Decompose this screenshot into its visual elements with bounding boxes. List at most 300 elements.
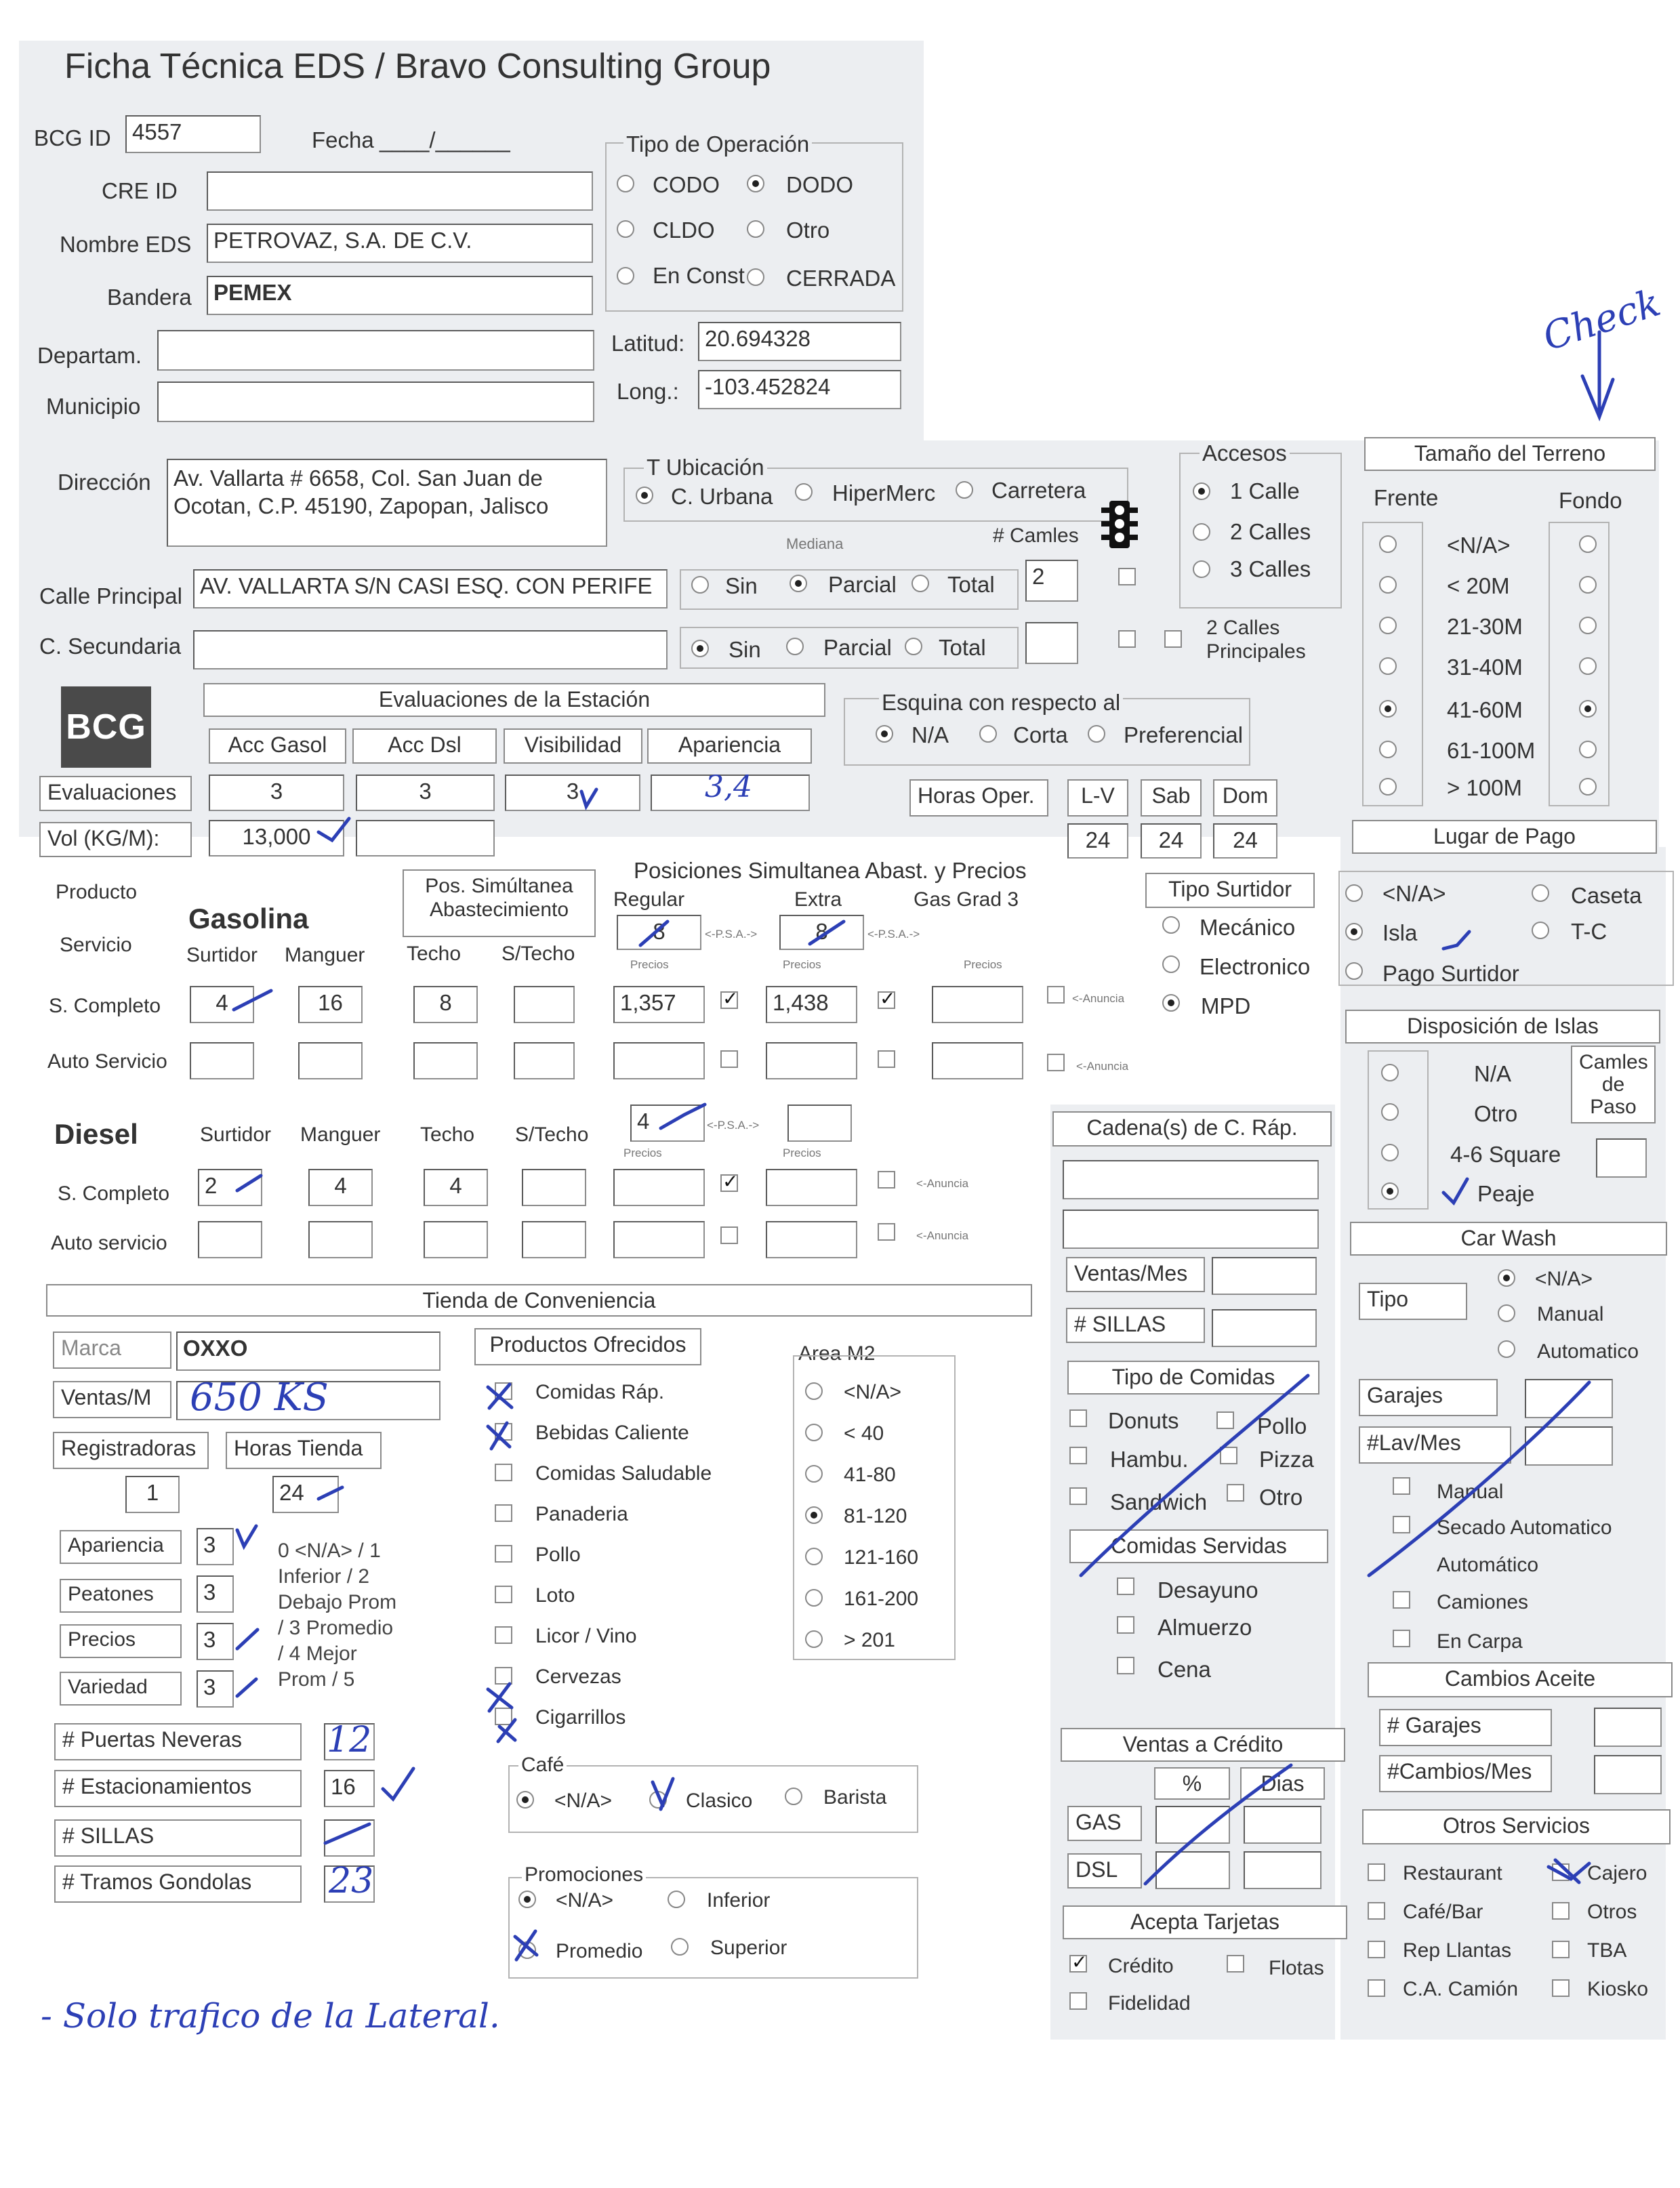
frente-radio[interactable] xyxy=(1379,741,1397,758)
longitud-label: Long.: xyxy=(617,379,679,404)
ubic-urbana-radio[interactable] xyxy=(636,487,653,504)
cafe-na-radio[interactable] xyxy=(516,1791,534,1809)
cre-id-label: CRE ID xyxy=(102,178,178,203)
cw-na-radio[interactable] xyxy=(1498,1269,1515,1287)
otro-servicio-label: Kiosko xyxy=(1587,1978,1649,2000)
comida-pizza-label: Pizza xyxy=(1259,1447,1314,1472)
accesos-title: Accesos xyxy=(1200,442,1290,464)
rating-peatones-field[interactable]: 3 xyxy=(197,1575,234,1613)
otro-servicio-check[interactable] xyxy=(1552,1863,1570,1881)
cw-garajes-label: Garajes xyxy=(1359,1379,1498,1416)
dsl-anuncia-check[interactable] xyxy=(720,1174,738,1192)
horas-sab-field[interactable]: 24 xyxy=(1141,823,1202,859)
regular-psa-field[interactable]: 8 xyxy=(617,915,701,950)
area-radio[interactable] xyxy=(805,1465,823,1483)
producto-check[interactable] xyxy=(495,1586,512,1603)
extra-psa-label: <-P.S.A.-> xyxy=(867,928,920,941)
latitud-field[interactable]: 20.694328 xyxy=(698,322,901,361)
disp-otro-radio[interactable] xyxy=(1381,1103,1399,1121)
terreno-size-label: < 20M xyxy=(1447,573,1510,598)
gas-as-extra-check[interactable] xyxy=(878,1050,895,1068)
vol-field[interactable]: 13,000 xyxy=(209,820,344,856)
producto-check-checked[interactable] xyxy=(495,1667,512,1685)
disp-46-label: 4-6 Square xyxy=(1450,1142,1561,1167)
cadena-sillas-field[interactable] xyxy=(1212,1309,1317,1347)
dsl-surtidor-field[interactable]: 2 xyxy=(198,1169,262,1206)
tarjeta-fidelidad-check[interactable] xyxy=(1069,1992,1087,2010)
comida-otro-check[interactable] xyxy=(1227,1484,1244,1502)
dsl-as-techo-field[interactable] xyxy=(424,1221,488,1258)
otro-servicio-label: Rep Llantas xyxy=(1403,1939,1512,1962)
producto-check-checked[interactable] xyxy=(495,1423,512,1441)
producto-check[interactable] xyxy=(495,1504,512,1522)
bandera-field[interactable]: PEMEX xyxy=(207,276,593,315)
cw-lav-mes-field[interactable] xyxy=(1525,1426,1613,1466)
apariencia-handwritten: 3,4 xyxy=(705,770,752,804)
producto-check-checked[interactable] xyxy=(495,1708,512,1725)
pago-tc-radio[interactable] xyxy=(1532,922,1549,939)
med1-total-label: Total xyxy=(947,572,995,597)
op-enconst-label: En Const xyxy=(653,263,745,288)
pos-simultanea-title: Pos. Simúltanea Abastecimiento xyxy=(403,869,596,937)
camiles-label: # Camles xyxy=(993,524,1079,547)
dsl-manguer-field[interactable]: 4 xyxy=(308,1169,373,1206)
comida-hambu-check[interactable] xyxy=(1069,1447,1087,1464)
gg3-anuncia-check[interactable] xyxy=(1047,986,1065,1004)
area-option-label: 81-120 xyxy=(844,1505,907,1527)
disposicion-title: Disposición de Islas xyxy=(1345,1010,1660,1044)
dsl-techo-label: Techo xyxy=(420,1123,475,1146)
area-radio[interactable] xyxy=(805,1589,823,1607)
dsl-as-surtidor-field[interactable] xyxy=(198,1221,262,1258)
credito-dsl-pct-field[interactable] xyxy=(1155,1851,1230,1889)
pago-na-radio[interactable] xyxy=(1345,884,1363,902)
fondo-radio[interactable] xyxy=(1579,657,1597,675)
departam-field[interactable] xyxy=(157,330,594,371)
cadena-ventas-field[interactable] xyxy=(1212,1257,1317,1295)
dsl-autoservicio-label: Auto servicio xyxy=(51,1232,167,1254)
gas-as-manguer-field[interactable] xyxy=(298,1042,363,1079)
producto-check-checked[interactable] xyxy=(495,1382,512,1400)
frente-radio[interactable] xyxy=(1379,778,1397,796)
cadena-sillas-label: # SILLAS xyxy=(1066,1308,1205,1343)
area-title: Area M2 xyxy=(798,1342,876,1365)
op-cldo-label: CLDO xyxy=(653,218,715,243)
esquina-pref-radio[interactable] xyxy=(1088,725,1105,743)
diesel-heading: Diesel xyxy=(54,1118,138,1150)
frente-radio[interactable] xyxy=(1379,657,1397,675)
camiles-check-2[interactable] xyxy=(1118,630,1136,648)
form-title: Ficha Técnica EDS / Bravo Consulting Group xyxy=(64,47,771,86)
horas-dom-label: Dom xyxy=(1213,779,1277,817)
gasgrad3-label: Gas Grad 3 xyxy=(914,888,1019,911)
area-option-label: 121-160 xyxy=(844,1546,919,1569)
tarjeta-credito-label: Crédito xyxy=(1108,1955,1174,1977)
acceso-2-radio[interactable] xyxy=(1193,523,1210,541)
diesel-psa2-field[interactable] xyxy=(787,1105,852,1142)
diesel-psa-field[interactable]: 4 xyxy=(630,1105,705,1142)
rating-peatones-label: Peatones xyxy=(60,1579,182,1613)
gas-manguer-field[interactable]: 16 xyxy=(298,986,363,1023)
gg3-precio-field[interactable] xyxy=(932,986,1023,1023)
extra-label: Extra xyxy=(794,888,842,911)
med2-total-radio[interactable] xyxy=(905,638,922,655)
eval-col-accdsl: Acc Dsl xyxy=(352,728,497,764)
area-option-label: 161-200 xyxy=(844,1588,919,1610)
eval-accdsl-field[interactable]: 3 xyxy=(356,775,495,811)
gas-as-gg3-field[interactable] xyxy=(932,1042,1023,1079)
cadena-ventas-label: Ventas/Mes xyxy=(1066,1257,1205,1292)
gas-scompleto-label: S. Completo xyxy=(49,995,161,1017)
vol-field-2[interactable] xyxy=(356,820,495,856)
terreno-size-label: 41-60M xyxy=(1447,697,1523,722)
bcg-id-field[interactable]: 4557 xyxy=(125,115,261,153)
cafe-clasico-label: Clasico xyxy=(686,1790,753,1812)
horas-tienda-label: Horas Tienda xyxy=(226,1432,382,1469)
comida-hambu-label: Hambu. xyxy=(1110,1447,1189,1472)
gas-as-regular-field[interactable] xyxy=(613,1042,705,1079)
otro-servicio-check[interactable] xyxy=(1368,1941,1385,1958)
dsl-anuncia-label: <-Anuncia xyxy=(916,1177,969,1190)
gas-techo-label: Techo xyxy=(407,943,462,965)
gas-as-techo-field[interactable] xyxy=(413,1042,478,1079)
med2-sin-label: Sin xyxy=(729,637,761,662)
estacionamientos-label: # Estacionamientos xyxy=(54,1770,302,1807)
producto-check[interactable] xyxy=(495,1464,512,1481)
cafe-clasico-radio[interactable] xyxy=(649,1791,667,1809)
tarjeta-credito-check[interactable] xyxy=(1069,1955,1087,1973)
gas-autoservicio-label: Auto Servicio xyxy=(47,1050,167,1073)
promo-inferior-radio[interactable] xyxy=(668,1891,685,1908)
horas-tienda-field[interactable]: 24 xyxy=(272,1476,339,1513)
marca-field[interactable]: OXXO xyxy=(176,1332,441,1371)
acceso-1-radio[interactable] xyxy=(1193,482,1210,500)
tipo-surtidor-title: Tipo Surtidor xyxy=(1145,873,1315,908)
fondo-radio[interactable] xyxy=(1579,778,1597,796)
med1-total-radio[interactable] xyxy=(911,575,929,592)
servida-desayuno-check[interactable] xyxy=(1117,1577,1134,1595)
frente-radio[interactable] xyxy=(1379,700,1397,718)
municipio-field[interactable] xyxy=(157,381,594,422)
principales-check[interactable] xyxy=(1164,630,1182,648)
op-enconst-radio[interactable] xyxy=(617,267,634,285)
pago-isla-label: Isla xyxy=(1382,920,1418,945)
disp-46-radio[interactable] xyxy=(1381,1144,1399,1161)
area-radio[interactable] xyxy=(805,1548,823,1565)
gas-as-extra-field[interactable] xyxy=(766,1042,857,1079)
cw-carpa-check[interactable] xyxy=(1393,1630,1410,1647)
dsl-as-precio2-field[interactable] xyxy=(766,1221,857,1258)
op-cerrada-label: CERRADA xyxy=(786,266,896,291)
horas-sab-label: Sab xyxy=(1141,779,1202,817)
servida-almuerzo-label: Almuerzo xyxy=(1157,1615,1252,1640)
producto-label: Bebidas Caliente xyxy=(535,1422,689,1444)
horas-lv-field[interactable]: 24 xyxy=(1067,823,1128,859)
servida-almuerzo-check[interactable] xyxy=(1117,1616,1134,1634)
credito-dsl-label: DSL xyxy=(1067,1853,1142,1888)
ventas-handwritten: 650 KS xyxy=(190,1376,329,1420)
producto-label: Panaderia xyxy=(535,1503,628,1525)
credito-gas-label: GAS xyxy=(1067,1806,1142,1841)
esquina-na-radio[interactable] xyxy=(876,725,893,743)
puertas-label: # Puertas Neveras xyxy=(54,1723,302,1760)
fondo-radio[interactable] xyxy=(1579,576,1597,594)
pago-caseta-radio[interactable] xyxy=(1532,884,1549,902)
rating-precios-field[interactable]: 3 xyxy=(197,1623,234,1660)
otro-servicio-check[interactable] xyxy=(1552,1979,1570,1997)
ca-garajes-label: # Garajes xyxy=(1379,1709,1552,1746)
ubic-hipermerc-radio[interactable] xyxy=(795,483,813,501)
calle-secundaria-field[interactable] xyxy=(193,630,668,669)
comida-sandwich-label: Sandwich xyxy=(1110,1489,1208,1514)
eval-col-apariencia: Apariencia xyxy=(647,728,812,764)
dsl-as-precio-field[interactable] xyxy=(613,1221,705,1258)
cre-id-field[interactable] xyxy=(207,171,593,211)
extra-anuncia-check[interactable] xyxy=(878,991,895,1009)
traffic-light-icon xyxy=(1100,498,1139,551)
longitud-field[interactable]: -103.452824 xyxy=(698,370,901,409)
area-radio[interactable] xyxy=(805,1424,823,1441)
promo-superior-label: Superior xyxy=(710,1937,787,1959)
calle-principal-label: Calle Principal xyxy=(39,583,182,608)
rating-variedad-field[interactable]: 3 xyxy=(197,1670,234,1708)
otro-servicio-check[interactable] xyxy=(1368,1863,1385,1881)
dsl-techo-field[interactable]: 4 xyxy=(424,1169,488,1206)
registradoras-label: Registradoras xyxy=(53,1432,209,1469)
gas-as-stecho-field[interactable] xyxy=(514,1042,575,1079)
promo-promedio-label: Promedio xyxy=(556,1940,643,1962)
promo-na-label: <N/A> xyxy=(556,1889,614,1912)
municipio-label: Municipio xyxy=(46,394,141,419)
fondo-radio[interactable] xyxy=(1579,535,1597,553)
servida-cena-check[interactable] xyxy=(1117,1657,1134,1674)
tarjeta-fidelidad-label: Fidelidad xyxy=(1108,1992,1191,2015)
regular-precio-field[interactable]: 1,357 xyxy=(613,986,705,1023)
terreno-size-label: 21-30M xyxy=(1447,614,1523,639)
promociones-title: Promociones xyxy=(522,1865,646,1885)
op-dodo-radio[interactable] xyxy=(747,175,764,192)
esquina-na-label: N/A xyxy=(911,722,949,747)
area-radio[interactable] xyxy=(805,1382,823,1400)
dsl-anuncia2-check[interactable] xyxy=(878,1171,895,1189)
rating-apariencia-label: Apariencia xyxy=(60,1530,182,1564)
producto-label: Comidas Saludable xyxy=(535,1462,712,1485)
nombre-label: Nombre EDS xyxy=(60,232,192,257)
cw-manual-label: Manual xyxy=(1537,1303,1604,1325)
credito-dsl-dias-field[interactable] xyxy=(1244,1851,1322,1889)
direccion-line1: Av. Vallarta # 6658, Col. San Juan de xyxy=(173,466,543,491)
fondo-label: Fondo xyxy=(1559,488,1622,513)
eval-row-label: Evaluaciones xyxy=(39,776,192,811)
area-radio[interactable] xyxy=(805,1506,823,1524)
nombre-field[interactable]: PETROVAZ, S.A. DE C.V. xyxy=(207,224,593,263)
dsl-stecho-field[interactable] xyxy=(522,1169,586,1206)
gas-techo-field[interactable]: 8 xyxy=(413,986,478,1023)
cadena-field-1[interactable] xyxy=(1063,1160,1319,1199)
camiles-paso-field[interactable] xyxy=(1596,1138,1647,1178)
op-otro-radio[interactable] xyxy=(747,220,764,238)
acceso-3-label: 3 Calles xyxy=(1230,556,1311,581)
acceso-2-label: 2 Calles xyxy=(1230,519,1311,544)
terreno-size-label: <N/A> xyxy=(1447,533,1511,558)
esquina-corta-radio[interactable] xyxy=(979,725,997,743)
fecha-field[interactable]: ____/______ xyxy=(380,127,510,152)
otro-servicio-check[interactable] xyxy=(1552,1941,1570,1958)
producto-check[interactable] xyxy=(495,1626,512,1644)
acceso-1-label: 1 Calle xyxy=(1230,478,1300,503)
op-cldo-radio[interactable] xyxy=(617,220,634,238)
dsl-precio-field[interactable] xyxy=(613,1169,705,1206)
cafe-na-label: <N/A> xyxy=(554,1790,613,1812)
frente-radio[interactable] xyxy=(1379,535,1397,553)
car-wash-title: Car Wash xyxy=(1350,1222,1667,1256)
ca-cambios-field[interactable] xyxy=(1594,1755,1662,1794)
gas-as-surtidor-field[interactable] xyxy=(190,1042,254,1079)
tarjeta-flotas-check[interactable] xyxy=(1227,1955,1244,1973)
fondo-radio[interactable] xyxy=(1579,617,1597,634)
credito-gas-pct-field[interactable] xyxy=(1155,1806,1230,1844)
esquina-pref-label: Preferencial xyxy=(1124,722,1244,747)
surtidor-electronico-radio[interactable] xyxy=(1162,955,1180,973)
op-codo-radio[interactable] xyxy=(617,175,634,192)
otro-servicio-check[interactable] xyxy=(1368,1902,1385,1920)
promo-superior-radio[interactable] xyxy=(671,1938,689,1956)
gasolina-heading: Gasolina xyxy=(188,903,309,934)
horas-dom-field[interactable]: 24 xyxy=(1213,823,1277,859)
disp-na-label: N/A xyxy=(1474,1061,1512,1086)
estacionamientos-field[interactable]: 16 xyxy=(324,1770,375,1807)
dsl-as-manguer-field[interactable] xyxy=(308,1221,373,1258)
registradoras-field[interactable]: 1 xyxy=(125,1476,180,1513)
dsl-as-check2[interactable] xyxy=(878,1223,895,1241)
producto-check[interactable] xyxy=(495,1545,512,1563)
cw-manual-check-label: Manual xyxy=(1437,1481,1504,1503)
dsl-as-anuncia-label: <-Anuncia xyxy=(916,1229,969,1242)
acceso-3-radio[interactable] xyxy=(1193,560,1210,578)
dsl-as-stecho-field[interactable] xyxy=(522,1221,586,1258)
fondo-radio[interactable] xyxy=(1579,700,1597,718)
frente-radio[interactable] xyxy=(1379,576,1397,594)
cadena-field-2[interactable] xyxy=(1063,1210,1319,1249)
cw-secado-check[interactable] xyxy=(1393,1516,1410,1533)
cw-garajes-field[interactable] xyxy=(1525,1379,1613,1418)
disp-peaje-radio[interactable] xyxy=(1381,1182,1399,1200)
otros-servicios-title: Otros Servicios xyxy=(1362,1809,1671,1844)
comida-pizza-check[interactable] xyxy=(1220,1447,1237,1464)
dsl-precio2-field[interactable] xyxy=(766,1169,857,1206)
producto-label: Producto xyxy=(56,881,138,903)
dsl-as-check[interactable] xyxy=(720,1226,738,1244)
dsl-stecho-label: S/Techo xyxy=(515,1123,589,1146)
cafe-barista-radio[interactable] xyxy=(785,1788,802,1805)
pago-surtidor-radio[interactable] xyxy=(1345,962,1363,980)
extra-precios-label: Precios xyxy=(783,958,821,971)
rating-variedad-label: Variedad xyxy=(60,1672,182,1706)
ca-cambios-label: #Cambios/Mes xyxy=(1379,1755,1552,1792)
comida-donuts-check[interactable] xyxy=(1069,1409,1087,1427)
producto-label: Cervezas xyxy=(535,1666,621,1688)
op-codo-label: CODO xyxy=(653,172,720,197)
credito-gas-dias-field[interactable] xyxy=(1244,1806,1322,1844)
otro-servicio-check[interactable] xyxy=(1552,1902,1570,1920)
gas-as-gg3-check[interactable] xyxy=(1047,1054,1065,1071)
extra-precio-field[interactable]: 1,438 xyxy=(766,986,857,1023)
surtidor-mpd-radio[interactable] xyxy=(1162,994,1180,1012)
otro-servicio-label: Restaurant xyxy=(1403,1862,1502,1884)
area-radio[interactable] xyxy=(805,1630,823,1648)
gas-as-regular-check[interactable] xyxy=(720,1050,738,1068)
gas-surtidor-label: Surtidor xyxy=(186,944,258,966)
camiles-field-1[interactable]: 2 xyxy=(1025,560,1078,602)
gas-surtidor-field[interactable]: 4 xyxy=(190,986,254,1023)
cafe-title: Café xyxy=(518,1755,567,1775)
cw-manual-check[interactable] xyxy=(1393,1477,1410,1495)
extra-psa-field[interactable]: 8 xyxy=(779,915,864,950)
fondo-radio[interactable] xyxy=(1579,741,1597,758)
producto-label: Licor / Vino xyxy=(535,1625,637,1647)
med1-sin-radio[interactable] xyxy=(691,576,709,594)
ubic-carretera-radio[interactable] xyxy=(956,481,973,499)
comida-sandwich-check[interactable] xyxy=(1069,1487,1087,1505)
gondolas-handwritten: 23 xyxy=(329,1861,374,1901)
camiles-check-1[interactable] xyxy=(1118,568,1136,585)
regular-anuncia-check[interactable] xyxy=(720,991,738,1009)
camiles-field-2[interactable] xyxy=(1025,622,1078,664)
servida-cena-label: Cena xyxy=(1157,1657,1211,1682)
med2-parcial-radio[interactable] xyxy=(786,638,804,655)
otro-servicio-check[interactable] xyxy=(1368,1979,1385,1997)
calle-principal-field[interactable]: AV. VALLARTA S/N CASI ESQ. CON PERIFE xyxy=(193,569,668,608)
med1-parcial-radio[interactable] xyxy=(790,575,807,592)
pago-isla-radio[interactable] xyxy=(1345,923,1363,941)
gas-stecho-field[interactable] xyxy=(514,986,575,1023)
cw-manual-radio[interactable] xyxy=(1498,1304,1515,1322)
gas-stecho-label: S/Techo xyxy=(501,943,575,965)
bcg-logo: BCG xyxy=(61,686,151,768)
eval-col-visibilidad: Visibilidad xyxy=(504,728,642,764)
eval-accgasol-field[interactable]: 3 xyxy=(209,775,344,811)
frente-label: Frente xyxy=(1374,485,1439,510)
promo-na-radio[interactable] xyxy=(518,1891,536,1908)
horas-lv-label: L-V xyxy=(1067,779,1128,817)
op-cerrada-radio[interactable] xyxy=(747,268,764,286)
gas-anuncia-label: <-Anuncia xyxy=(1072,992,1125,1005)
ca-garajes-field[interactable] xyxy=(1594,1708,1662,1747)
surtidor-mecanico-radio[interactable] xyxy=(1162,916,1180,934)
handwritten-note: - Solo trafico de la Lateral. xyxy=(41,1996,500,2036)
comida-pollo-check[interactable] xyxy=(1216,1411,1234,1429)
esquina-title: Esquina con respecto al xyxy=(879,691,1123,714)
cw-secado-label: Secado Automatico xyxy=(1437,1516,1612,1539)
cadenas-title: Cadena(s) de C. Ráp. xyxy=(1052,1111,1332,1147)
frente-radio[interactable] xyxy=(1379,617,1397,634)
pago-tc-label: T-C xyxy=(1571,919,1607,944)
cw-auto-radio[interactable] xyxy=(1498,1340,1515,1358)
disp-na-radio[interactable] xyxy=(1381,1064,1399,1081)
tienda-sillas-field[interactable] xyxy=(324,1819,375,1857)
surtidor-electronico-label: Electronico xyxy=(1200,954,1311,979)
cw-camiones-check[interactable] xyxy=(1393,1591,1410,1609)
rating-apariencia-field[interactable]: 3 xyxy=(197,1528,234,1565)
otro-servicio-label: Cajero xyxy=(1587,1862,1647,1884)
producto-label: Loto xyxy=(535,1584,575,1607)
calle-secundaria-label: C. Secundaria xyxy=(39,634,182,659)
direccion-field[interactable] xyxy=(167,459,607,547)
credito-dias-label: Dias xyxy=(1240,1767,1325,1800)
promo-promedio-radio[interactable] xyxy=(518,1941,536,1959)
med2-sin-radio[interactable] xyxy=(691,640,709,657)
eval-visibilidad-field[interactable]: 3 xyxy=(505,775,640,811)
